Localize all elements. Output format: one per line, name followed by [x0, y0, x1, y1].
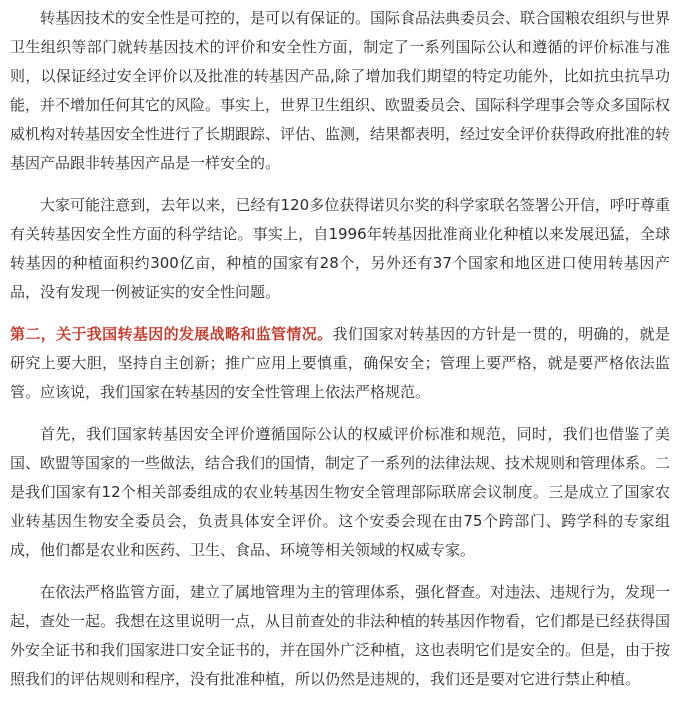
paragraph-text: 转基因技术的安全性是可控的，是可以有保证的。国际食品法典委员会、联合国粮农组织与世界卫生组织等部门就转基因技术的评价和安全性方面，制定了一系列国际公认和遵循的评价标准与准则，以保证经过安全评价以及批准的转基因产品,除了增加我们期望的特定功能外，比如抗虫抗旱功能，并不增加任何其它的风险。事实上，世界卫生组织、欧盟委员会、国际科学理事会等众多国际权威机构对转基因安全性进行了长期跟踪、评估、监测，结果都表明，经过安全评价获得政府批准的转基因产品跟非转基因产品是一样安全的。	[10, 9, 671, 172]
paragraph-strategy-supervision	[10, 320, 670, 407]
paragraph-text: 大家可能注意到，去年以来，已经有120多位获得诺贝尔奖的科学家联名签署公开信，呼吁尊重有关转基因安全性方面的科学结论。事实上，自1996年转基因批准商业化种植以来发展迅猛，全球转基因的种植面积约300亿亩，种植的国家有28个，另外还有37个国家和地区进口使用转基因产品，没有发现一例被证实的安全性问题。	[10, 196, 670, 301]
section-heading-highlight: 第二，关于我国转基因的发展战略和监管情况。	[10, 325, 333, 343]
paragraph-text: 我们国家对转基因的方针是一贯的，明确的，就是研究上要大胆，坚持自主创新；推广应用上要慎重，确保安全；管理上要严格，就是要严格依法监管。应该说，我们国家在转基因的安全性管理上依法严格规范。	[10, 325, 670, 401]
paragraph-text: 在依法严格监管方面，建立了属地管理为主的管理体系，强化督查。对违法、违规行为，发现一起，查处一起。我想在这里说明一点，从目前查处的非法种植的转基因作物看，它们都是已经获得国外安全证书和我们国家进口安全证书的，并在国外广泛种植，这也表明它们是安全的。但是，由于按照我们的评估规则和程序，没有批准种植，所以仍然是违规的，我们还是要对它进行禁止种植。	[10, 583, 671, 688]
paragraph-text: 首先，我们国家转基因安全评价遵循国际公认的权威评价标准和规范，同时，我们也借鉴了美国、欧盟等国家的一些做法，结合我们的国情，制定了一系列的法律法规、技术规则和管理体系。二是我们国家有12个相关部委组成的农业转基因生物安全管理部际联席会议制度。三是成立了国家农业转基因生物安全委员会，负责具体安全评价。这个安委会现在由75个跨部门、跨学科的专家组成，他们都是农业和医药、卫生、食品、环境等相关领域的权威专家。	[10, 425, 671, 559]
paragraph-nobel-letter	[10, 191, 670, 307]
paragraph-safety-controllable	[10, 0, 670, 178]
paragraph-strict-supervision	[10, 578, 670, 694]
paragraph-evaluation-standards	[10, 420, 670, 565]
